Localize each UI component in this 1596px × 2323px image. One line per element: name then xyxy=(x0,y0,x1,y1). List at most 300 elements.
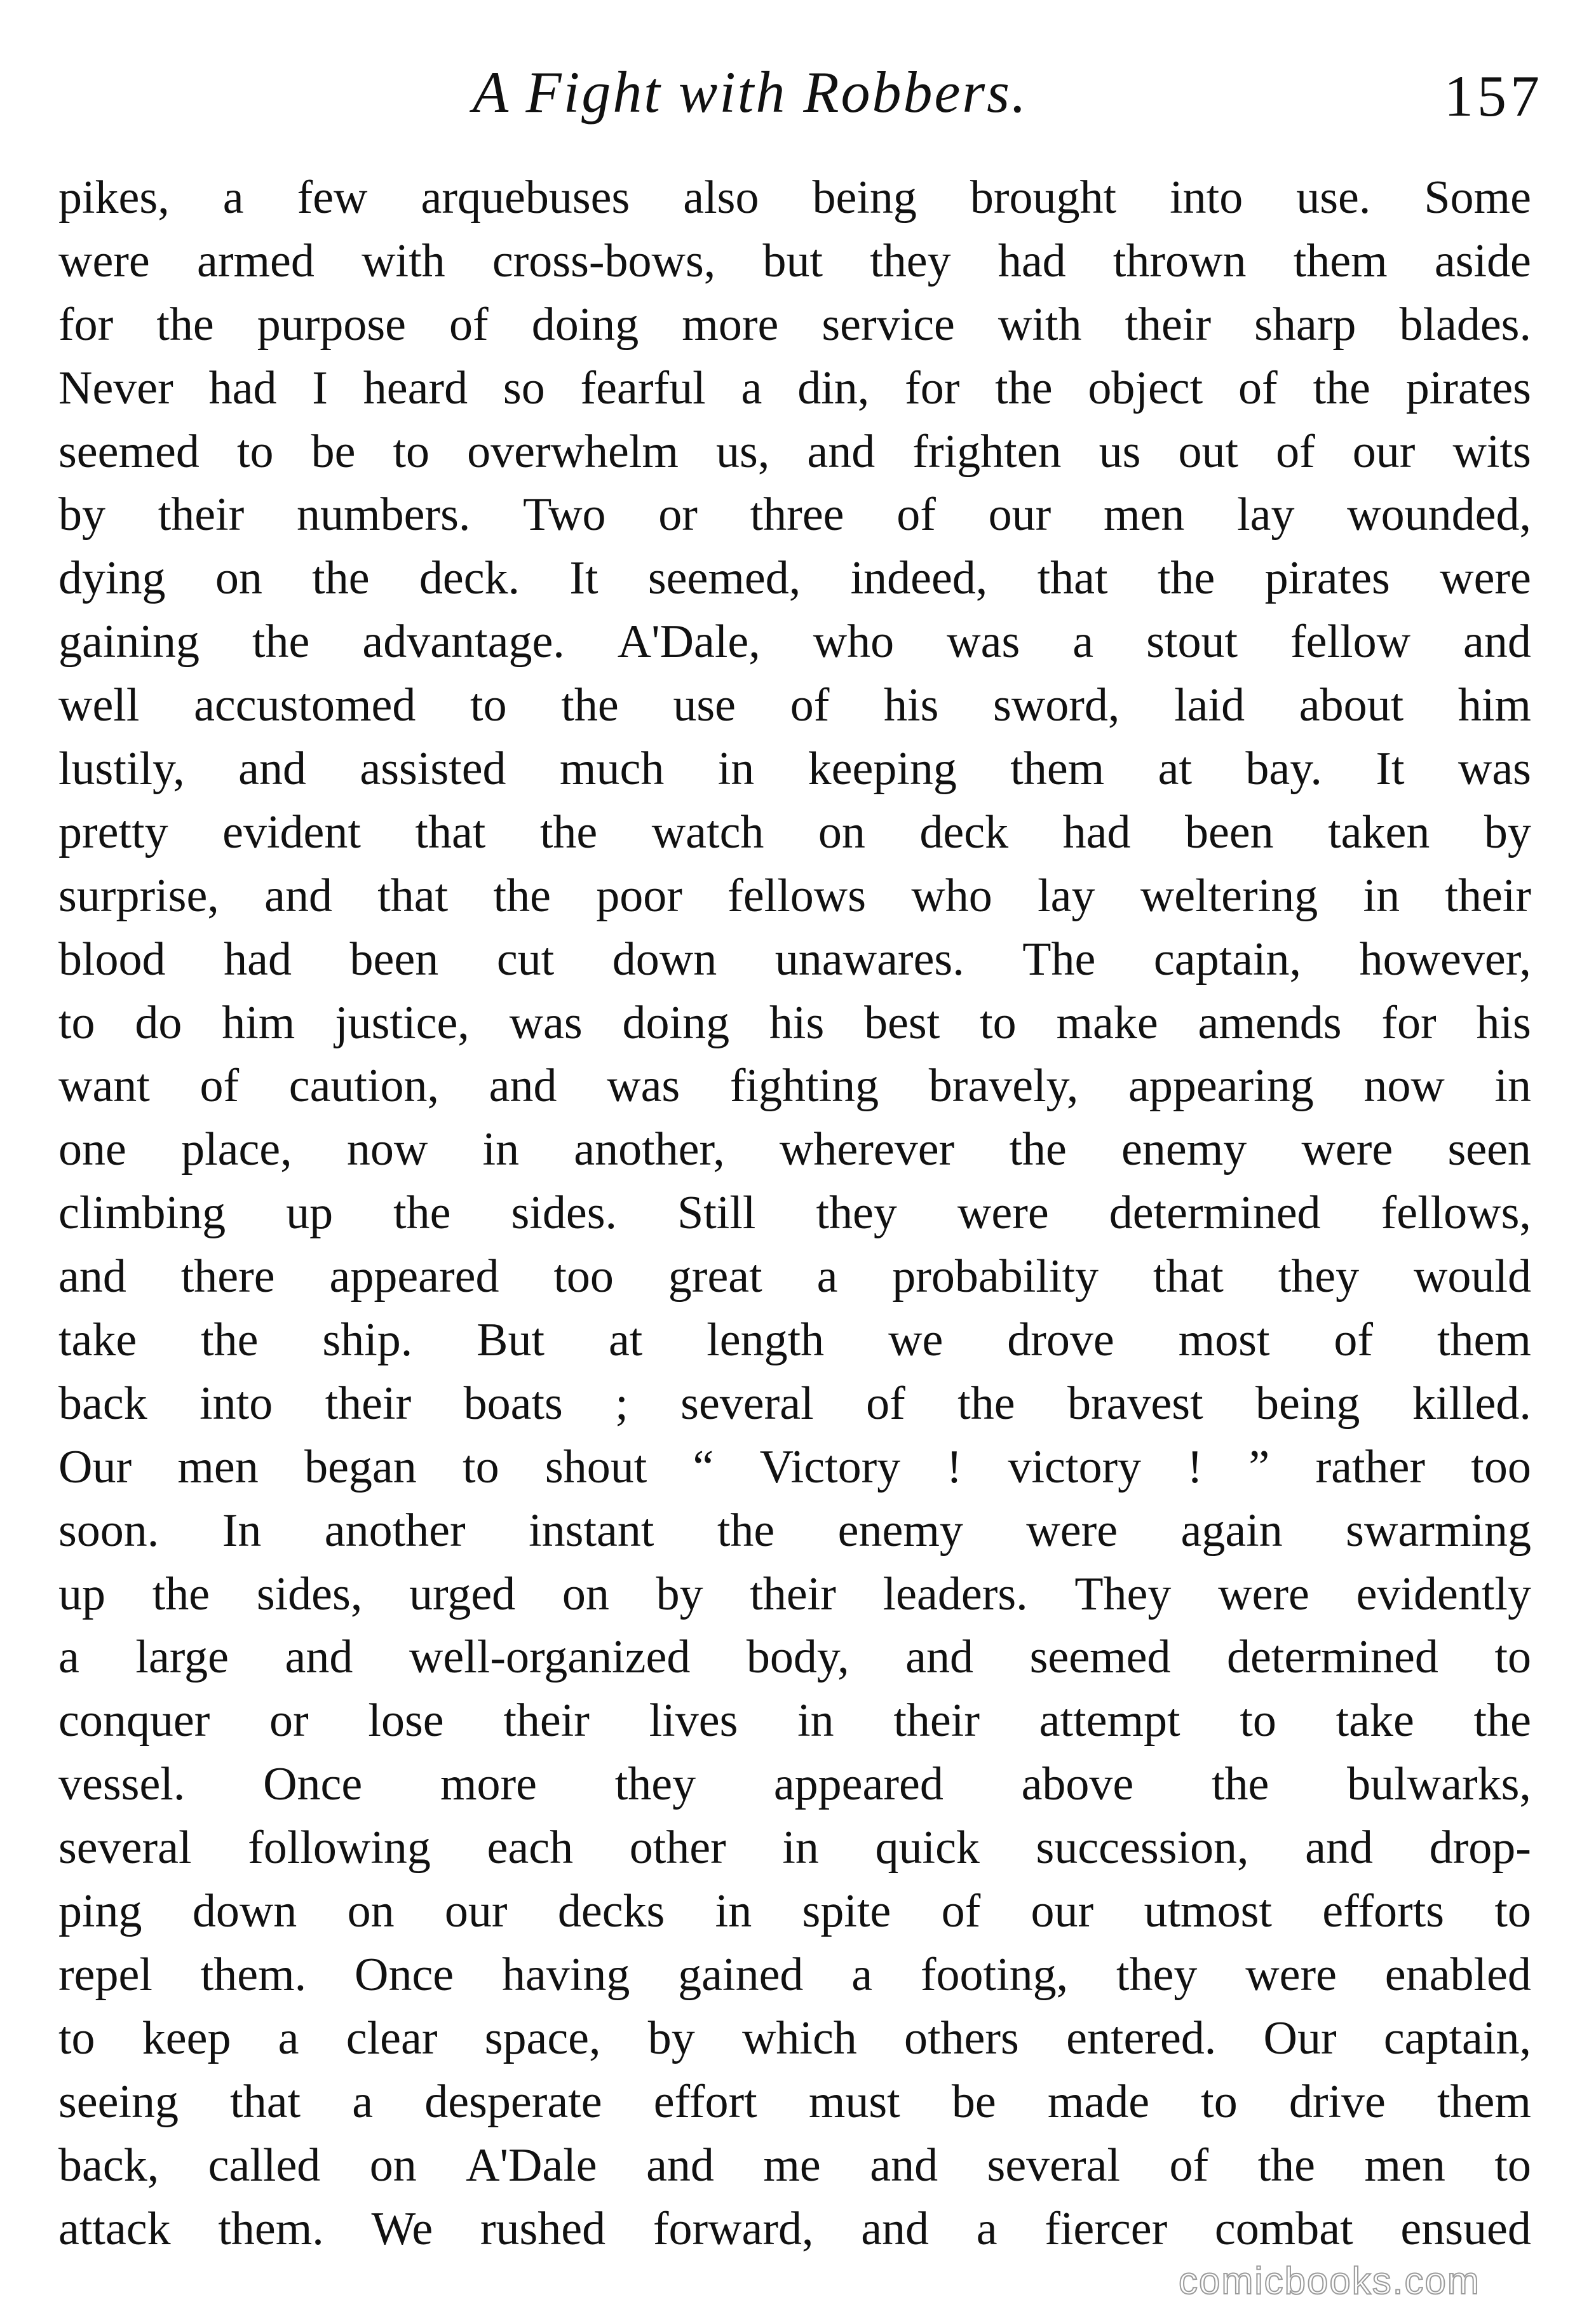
watermark: comicbooks.com xyxy=(1179,2259,1480,2302)
word: us, xyxy=(716,425,770,478)
word: now xyxy=(346,1123,428,1176)
word: and xyxy=(489,1060,557,1113)
word: Still xyxy=(677,1187,756,1240)
text-line xyxy=(58,992,1531,1055)
word: clear xyxy=(346,2012,438,2064)
word: up xyxy=(58,1568,105,1620)
word: them. xyxy=(200,1948,307,2001)
word: but xyxy=(762,234,823,287)
word: one xyxy=(58,1123,126,1176)
text-line xyxy=(58,1245,1531,1309)
word: a xyxy=(58,1631,79,1684)
word: pirates xyxy=(1405,362,1531,414)
text-line xyxy=(58,674,1531,738)
text-line xyxy=(58,1055,1531,1118)
text-line xyxy=(58,1372,1531,1436)
word: a xyxy=(816,1250,838,1303)
word: out xyxy=(1178,425,1239,478)
word: caution, xyxy=(288,1060,440,1113)
word: “ xyxy=(693,1440,714,1493)
word: several xyxy=(58,1822,192,1874)
word: object xyxy=(1088,362,1203,414)
word: that xyxy=(377,869,449,922)
word: decks xyxy=(557,1885,665,1938)
word: the xyxy=(1313,362,1370,414)
word: seemed xyxy=(58,425,200,478)
word: drop- xyxy=(1429,1822,1531,1874)
word: weltering xyxy=(1140,869,1318,922)
word: ensued xyxy=(1400,2202,1531,2255)
word: with xyxy=(998,298,1082,351)
word: which xyxy=(741,2012,857,2064)
word: few xyxy=(297,172,368,224)
word: had xyxy=(208,362,277,414)
word: for xyxy=(58,298,114,351)
word: overwhelm xyxy=(467,425,679,478)
word: efforts xyxy=(1322,1885,1445,1938)
word: by xyxy=(647,2012,695,2064)
word: frighten xyxy=(912,425,1062,478)
word: a xyxy=(352,2075,374,2128)
word: the xyxy=(717,1504,775,1557)
word: in xyxy=(797,1695,834,1747)
word: cross-bows, xyxy=(492,234,716,287)
word: too xyxy=(553,1250,614,1303)
word: in xyxy=(782,1822,819,1874)
word: be xyxy=(311,425,356,478)
word: sharp xyxy=(1254,298,1356,351)
word: seen xyxy=(1447,1123,1531,1176)
word: enemy xyxy=(1121,1123,1247,1176)
text-line xyxy=(58,2007,1531,2071)
word: aside xyxy=(1434,234,1531,287)
word: doing xyxy=(531,298,639,351)
text-line xyxy=(58,1436,1531,1500)
word: attempt xyxy=(1039,1695,1180,1747)
word: to xyxy=(58,996,95,1049)
word: seemed xyxy=(1029,1631,1171,1684)
word: on xyxy=(562,1568,609,1620)
word: captain, xyxy=(1153,933,1302,985)
word: make xyxy=(1056,996,1158,1049)
word: sides. xyxy=(511,1187,618,1240)
word: lives xyxy=(649,1695,738,1747)
word: drove xyxy=(1007,1314,1114,1367)
word: victory xyxy=(1008,1440,1142,1493)
text-line xyxy=(58,1753,1531,1817)
word: and xyxy=(646,2139,714,2191)
word: stout xyxy=(1146,616,1238,668)
word: men xyxy=(177,1440,259,1493)
word: evident xyxy=(222,806,361,858)
word: appearing xyxy=(1128,1060,1314,1113)
word: taken xyxy=(1328,806,1430,858)
word: armed xyxy=(196,234,314,287)
word: Our xyxy=(1263,2012,1337,2064)
word: best xyxy=(864,996,940,1049)
word: The xyxy=(1022,933,1096,985)
word: fearful xyxy=(580,362,706,414)
word: of xyxy=(896,489,936,541)
word: the xyxy=(1009,1123,1067,1176)
word: they xyxy=(1278,1250,1360,1303)
word: for xyxy=(1381,996,1437,1049)
word: the xyxy=(995,362,1053,414)
word: was xyxy=(1457,743,1531,796)
word: were xyxy=(58,234,150,287)
word: effort xyxy=(653,2075,757,2128)
word: however, xyxy=(1359,933,1531,985)
word: fiercer xyxy=(1045,2202,1168,2255)
word: much xyxy=(559,743,665,796)
word: pirates xyxy=(1264,552,1390,605)
word: and xyxy=(238,743,306,796)
word: numbers. xyxy=(297,489,471,541)
word: indeed, xyxy=(850,552,988,605)
word: to xyxy=(463,1440,499,1493)
word: up xyxy=(286,1187,334,1240)
word: the xyxy=(561,679,619,732)
word: back xyxy=(58,1377,147,1430)
word: their xyxy=(1445,869,1531,922)
word: to xyxy=(1240,1695,1276,1747)
word: to xyxy=(980,996,1017,1049)
word: three xyxy=(750,489,844,541)
word: wounded, xyxy=(1347,489,1531,541)
word: of xyxy=(1169,2139,1209,2191)
word: deck. xyxy=(419,552,520,605)
word: in xyxy=(1363,869,1400,922)
word: on xyxy=(818,806,865,858)
word: fellows xyxy=(727,869,867,922)
text-line xyxy=(58,2198,1531,2261)
word: had xyxy=(998,234,1066,287)
word: that xyxy=(230,2075,301,2128)
word: by xyxy=(1484,806,1531,858)
word: evidently xyxy=(1356,1568,1531,1620)
word: place, xyxy=(181,1123,292,1176)
word: had xyxy=(224,933,292,985)
word: unawares. xyxy=(774,933,964,985)
word: repel xyxy=(58,1948,152,2001)
word: were xyxy=(1026,1504,1118,1557)
word: A'Dale xyxy=(466,2139,597,2191)
word: back, xyxy=(58,2139,159,2191)
word: soon. xyxy=(58,1504,159,1557)
word: being xyxy=(812,172,917,224)
word: the xyxy=(1473,1695,1531,1747)
word: with xyxy=(362,234,445,287)
word: ! xyxy=(946,1440,963,1493)
word: several xyxy=(680,1377,814,1430)
word: leaders. xyxy=(883,1568,1028,1620)
text-line xyxy=(58,2071,1531,2134)
word: pikes, xyxy=(58,172,170,224)
text-line xyxy=(58,1182,1531,1245)
word: and xyxy=(870,2139,938,2191)
word: We xyxy=(371,2202,433,2255)
word: had xyxy=(1062,806,1131,858)
word: It xyxy=(1376,743,1405,796)
word: the xyxy=(393,1187,451,1240)
word: would xyxy=(1413,1250,1531,1303)
word: well-organized xyxy=(409,1631,691,1684)
word: cut xyxy=(496,933,555,985)
text-line xyxy=(58,1500,1531,1563)
word: his xyxy=(884,679,939,732)
page-number: 157 xyxy=(1444,64,1543,128)
word: Once xyxy=(263,1758,363,1811)
text-line xyxy=(58,357,1531,421)
text-line xyxy=(58,801,1531,865)
word: determined xyxy=(1227,1631,1438,1684)
word: justice, xyxy=(335,996,470,1049)
word: their xyxy=(503,1695,590,1747)
word: desperate xyxy=(424,2075,602,2128)
word: the xyxy=(201,1314,259,1367)
running-title: A Fight with Robbers. xyxy=(473,60,1028,125)
word: ship. xyxy=(322,1314,413,1367)
text-line xyxy=(58,738,1531,801)
text-line xyxy=(58,230,1531,294)
word: entered. xyxy=(1066,2012,1217,2064)
text-line xyxy=(58,1690,1531,1753)
word: lustily, xyxy=(58,743,185,796)
word: on xyxy=(369,2139,417,2191)
word: bay. xyxy=(1245,743,1322,796)
body-text xyxy=(58,166,1531,2261)
word: assisted xyxy=(360,743,506,796)
word: pretty xyxy=(58,806,168,858)
word: too xyxy=(1471,1440,1531,1493)
word: several xyxy=(987,2139,1121,2191)
word: they xyxy=(1116,1948,1198,2001)
word: doing xyxy=(622,996,730,1049)
word: Never xyxy=(58,362,173,414)
word: of xyxy=(200,1060,240,1113)
word: they xyxy=(614,1758,696,1811)
word: been xyxy=(349,933,439,985)
word: more xyxy=(682,298,779,351)
word: forward, xyxy=(653,2202,814,2255)
word: I xyxy=(312,362,328,414)
word: and xyxy=(861,2202,930,2255)
word: seemed, xyxy=(647,552,801,605)
text-line xyxy=(58,1626,1531,1690)
word: shout xyxy=(544,1440,647,1493)
word: climbing xyxy=(58,1187,226,1240)
word: the xyxy=(1157,552,1215,605)
word: probability xyxy=(892,1250,1099,1303)
word: his xyxy=(769,996,825,1049)
word: fellow xyxy=(1290,616,1411,668)
word: our xyxy=(444,1885,508,1938)
word: down xyxy=(612,933,717,985)
word: the xyxy=(957,1377,1015,1430)
word: appeared xyxy=(329,1250,499,1303)
word: determined xyxy=(1109,1187,1321,1240)
word: and xyxy=(264,869,332,922)
word: was xyxy=(607,1060,680,1113)
word: thrown xyxy=(1112,234,1247,287)
word: drive xyxy=(1288,2075,1386,2128)
word: of xyxy=(449,298,489,351)
word: that xyxy=(1037,552,1108,605)
word: by xyxy=(656,1568,703,1620)
word: to xyxy=(470,679,507,732)
word: were xyxy=(1440,552,1531,605)
word: a xyxy=(976,2202,998,2255)
word: advantage. xyxy=(362,616,565,668)
word: take xyxy=(1336,1695,1414,1747)
word: or xyxy=(658,489,698,541)
word: the xyxy=(152,1568,210,1620)
word: Some xyxy=(1424,172,1531,224)
word: lay xyxy=(1237,489,1295,541)
word: in xyxy=(715,1885,752,1938)
word: another xyxy=(324,1504,466,1557)
word: attack xyxy=(58,2202,171,2255)
text-line xyxy=(58,1817,1531,1880)
word: the xyxy=(1257,2139,1315,2191)
word: or xyxy=(269,1695,309,1747)
text-line xyxy=(58,294,1531,357)
text-line xyxy=(58,1880,1531,1944)
word: been xyxy=(1184,806,1274,858)
word: bravest xyxy=(1067,1377,1203,1430)
word: to xyxy=(58,2012,95,2064)
text-line xyxy=(58,1309,1531,1372)
word: our xyxy=(1352,425,1416,478)
word: was xyxy=(509,996,583,1049)
word: heard xyxy=(363,362,468,414)
word: the xyxy=(156,298,214,351)
word: each xyxy=(487,1822,574,1874)
word: and xyxy=(58,1250,126,1303)
word: their xyxy=(893,1695,980,1747)
word: to xyxy=(1201,2075,1238,2128)
word: lay xyxy=(1038,869,1095,922)
word: there xyxy=(180,1250,275,1303)
word: me xyxy=(763,2139,821,2191)
word: Victory xyxy=(759,1440,901,1493)
word: of xyxy=(941,1885,981,1938)
text-line xyxy=(58,421,1531,484)
word: want xyxy=(58,1060,150,1113)
text-line xyxy=(58,611,1531,674)
word: be xyxy=(951,2075,996,2128)
word: were xyxy=(1301,1123,1393,1176)
word: of xyxy=(1276,425,1315,478)
word: was xyxy=(947,616,1020,668)
word: of xyxy=(866,1377,905,1430)
text-line xyxy=(58,166,1531,230)
word: in xyxy=(717,743,755,796)
word: being xyxy=(1255,1377,1360,1430)
word: by xyxy=(58,489,105,541)
word: sides, xyxy=(256,1568,363,1620)
word: must xyxy=(808,2075,900,2128)
text-line xyxy=(58,1118,1531,1182)
word: who xyxy=(911,869,992,922)
word: But xyxy=(477,1314,545,1367)
text-line xyxy=(58,484,1531,547)
word: a xyxy=(1072,616,1094,668)
word: utmost xyxy=(1144,1885,1272,1938)
word: ” xyxy=(1248,1440,1270,1493)
word: dying xyxy=(58,552,166,605)
word: our xyxy=(1031,1885,1094,1938)
word: use xyxy=(673,679,736,732)
word: Our xyxy=(58,1440,132,1493)
word: sword, xyxy=(993,679,1120,732)
word: in xyxy=(482,1123,520,1176)
word: were xyxy=(1218,1568,1309,1620)
word: who xyxy=(813,616,895,668)
word: conquer xyxy=(58,1695,210,1747)
word: killed. xyxy=(1412,1377,1531,1430)
word: they xyxy=(870,234,951,287)
word: seeing xyxy=(58,2075,179,2128)
text-line xyxy=(58,865,1531,928)
word: space, xyxy=(484,2012,601,2064)
word: a xyxy=(851,1948,873,2001)
word: Once xyxy=(355,1948,454,2001)
word: to xyxy=(1494,2139,1531,2191)
word: more xyxy=(440,1758,537,1811)
word: surprise, xyxy=(58,869,219,922)
word: wherever xyxy=(779,1123,955,1176)
word: wits xyxy=(1452,425,1531,478)
word: the xyxy=(493,869,551,922)
word: him xyxy=(222,996,295,1049)
word: use. xyxy=(1296,172,1371,224)
word: accustomed xyxy=(194,679,416,732)
word: the xyxy=(312,552,370,605)
word: so xyxy=(503,362,545,414)
word: to xyxy=(1494,1631,1531,1684)
word: take xyxy=(58,1314,137,1367)
word: our xyxy=(988,489,1052,541)
word: them xyxy=(1010,743,1105,796)
word: laid xyxy=(1174,679,1245,732)
word: poor xyxy=(596,869,682,922)
word: into xyxy=(1170,172,1243,224)
word: the xyxy=(252,616,310,668)
word: on xyxy=(347,1885,395,1938)
word: at xyxy=(608,1314,643,1367)
word: were xyxy=(957,1187,1049,1240)
word: a xyxy=(741,362,762,414)
word: watch xyxy=(651,806,764,858)
word: blood xyxy=(58,933,166,985)
word: men xyxy=(1364,2139,1445,2191)
word: brought xyxy=(970,172,1117,224)
word: on xyxy=(215,552,262,605)
word: again xyxy=(1180,1504,1283,1557)
word: amends xyxy=(1198,996,1342,1049)
word: purpose xyxy=(257,298,407,351)
word: bravely, xyxy=(928,1060,1079,1113)
word: In xyxy=(222,1504,262,1557)
word: and xyxy=(1463,616,1531,668)
word: them xyxy=(1437,1314,1531,1367)
word: at xyxy=(1158,743,1193,796)
word: the xyxy=(1212,1758,1269,1811)
word: urged xyxy=(409,1568,516,1620)
text-line xyxy=(58,1563,1531,1627)
word: for xyxy=(905,362,960,414)
